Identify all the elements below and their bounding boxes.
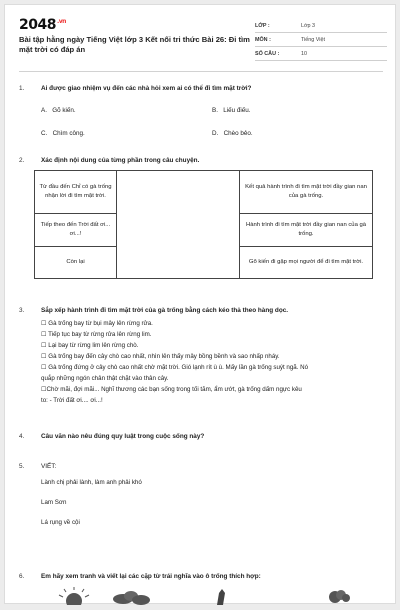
meta-key: MÔN : [255,37,271,43]
logo-suffix: .vn [56,18,66,26]
worksheet-title: Bài tập hằng ngày Tiếng Việt lớp 3 Kết nối tri thức Bài 26: Đi tìm mặt trời có đáp án [19,35,250,54]
matching-left-cell[interactable]: Tiếp theo đến Trời đất ơi... ơi...! [35,214,117,247]
meta-key: SỐ CÂU : [255,51,280,57]
worksheet-header [19,15,389,67]
site-logo[interactable] [19,17,66,33]
question-text: Xác định nội dung của từng phần trong câu chuyện. [41,157,200,164]
answer-option[interactable]: Lá rụng về cội [41,519,80,526]
meta-value: 10 [301,51,307,57]
question-number: 2. [19,157,25,164]
answer-option[interactable]: Lam Sơn [41,499,67,506]
header-divider [19,71,383,72]
picture-row [19,585,389,605]
question-3 [19,305,385,317]
matching-right-cell[interactable]: Kết quả hành trình đi tìm mặt trời đầy gian nan của gà trống. [240,171,373,214]
sortable-item-continued: to: - Trời đất ơi.... ơi...! [41,397,103,404]
question-text: Ai được giao nhiệm vụ đến các nhà hỏi xem ai có thể đi tìm mặt trời? [41,85,252,92]
option-label: C. [41,130,48,137]
option-text: Chèo bẻo. [223,130,253,137]
option-label: D. [212,130,219,137]
meta-value: Lớp 3 [301,23,316,29]
matching-right-cell[interactable]: Gõ kiến đi gặp mọi người để đi tìm mặt trời. [240,247,373,279]
option-c[interactable] [41,130,85,137]
option-text: Gõ kiến. [52,107,76,114]
meta-value: Tiếng Việt [301,37,325,43]
sortable-item[interactable]: ☐ Lại bay từ rừng lim lên rừng chò. [41,342,139,349]
question-5 [19,461,385,473]
question-text: Câu văn nào nêu đúng quy luật trong cuộc sống này? [41,433,205,440]
option-a[interactable] [41,107,76,114]
matching-right-cell[interactable]: Hành trình đi tìm mặt trời đầy gian nan của gà trống. [240,214,373,247]
question-number: 5. [19,463,25,470]
matching-left-cell[interactable]: Còn lại [35,247,117,279]
sortable-item-continued: quắp những ngón chân thật chặt vào thân cây. [41,375,169,382]
question-1 [19,83,385,95]
figure-icon [217,589,225,605]
question-2 [19,155,385,167]
option-label: B. [212,107,218,114]
option-label: A. [41,107,47,114]
question-number: 1. [19,85,25,92]
sortable-item[interactable]: ☐ Tiếp tục bay từ rừng rửa lên rừng lim. [41,331,152,338]
sortable-item[interactable]: ☐ Gà trống bay đến cây chò cao nhất, nhìn lên thấy mây bồng bềnh và sao nhấp nháy. [41,353,280,360]
logo-text: 2048 [19,17,56,33]
question-number: 4. [19,433,25,440]
meta-key: LỚP : [255,23,270,29]
sun-icon [59,587,89,605]
picture-strip [19,585,389,605]
question-4 [19,431,385,443]
option-d[interactable] [212,130,253,137]
worksheet-meta [255,19,387,61]
matching-table [34,170,373,279]
question-number: 6. [19,573,25,580]
meta-count-row [255,47,387,61]
tree-icon [329,590,350,603]
question-text: Em hãy xem tranh và viết lại các cặp từ trái nghĩa vào ô trống thích hợp: [41,573,261,580]
meta-subject-row [255,33,387,47]
option-b[interactable] [212,107,251,114]
question-text: VIẾT: [41,463,57,470]
option-text: Liếu điếu. [223,107,251,114]
sortable-item[interactable]: ☐ Gà trống đứng ở cây chò cao nhất chờ mặt trời. Gió lạnh rít ù ù. Mấy lần gà trống suýt ngã. Nó [41,364,309,371]
question-text: Sắp xếp hành trình đi tìm mặt trời của gà trống bằng cách kéo thả theo hàng dọc. [41,307,289,314]
matching-left-cell[interactable]: Từ đầu đến Chỉ có gà trống nhận lời đi tìm mặt trời. [35,171,117,214]
question-6 [19,571,385,583]
answer-option[interactable]: Lành chị phải lành, làm anh phải khó [41,479,142,486]
question-number: 3. [19,307,25,314]
cloud-icon [113,591,150,605]
meta-class-row [255,19,387,33]
sortable-item[interactable]: ☐ Gà trống bay từ bụi mây lên rừng rửa. [41,320,153,327]
sortable-item[interactable]: ☐Chờ mãi, đợi mãi... Nghĩ thương các bạn sống trong tối tăm, ẩm ướt, gà trống dấm ngực kêu [41,386,302,393]
option-text: Chìm công. [52,130,85,137]
matching-drop-zone[interactable] [117,171,240,279]
worksheet-page [4,4,396,604]
